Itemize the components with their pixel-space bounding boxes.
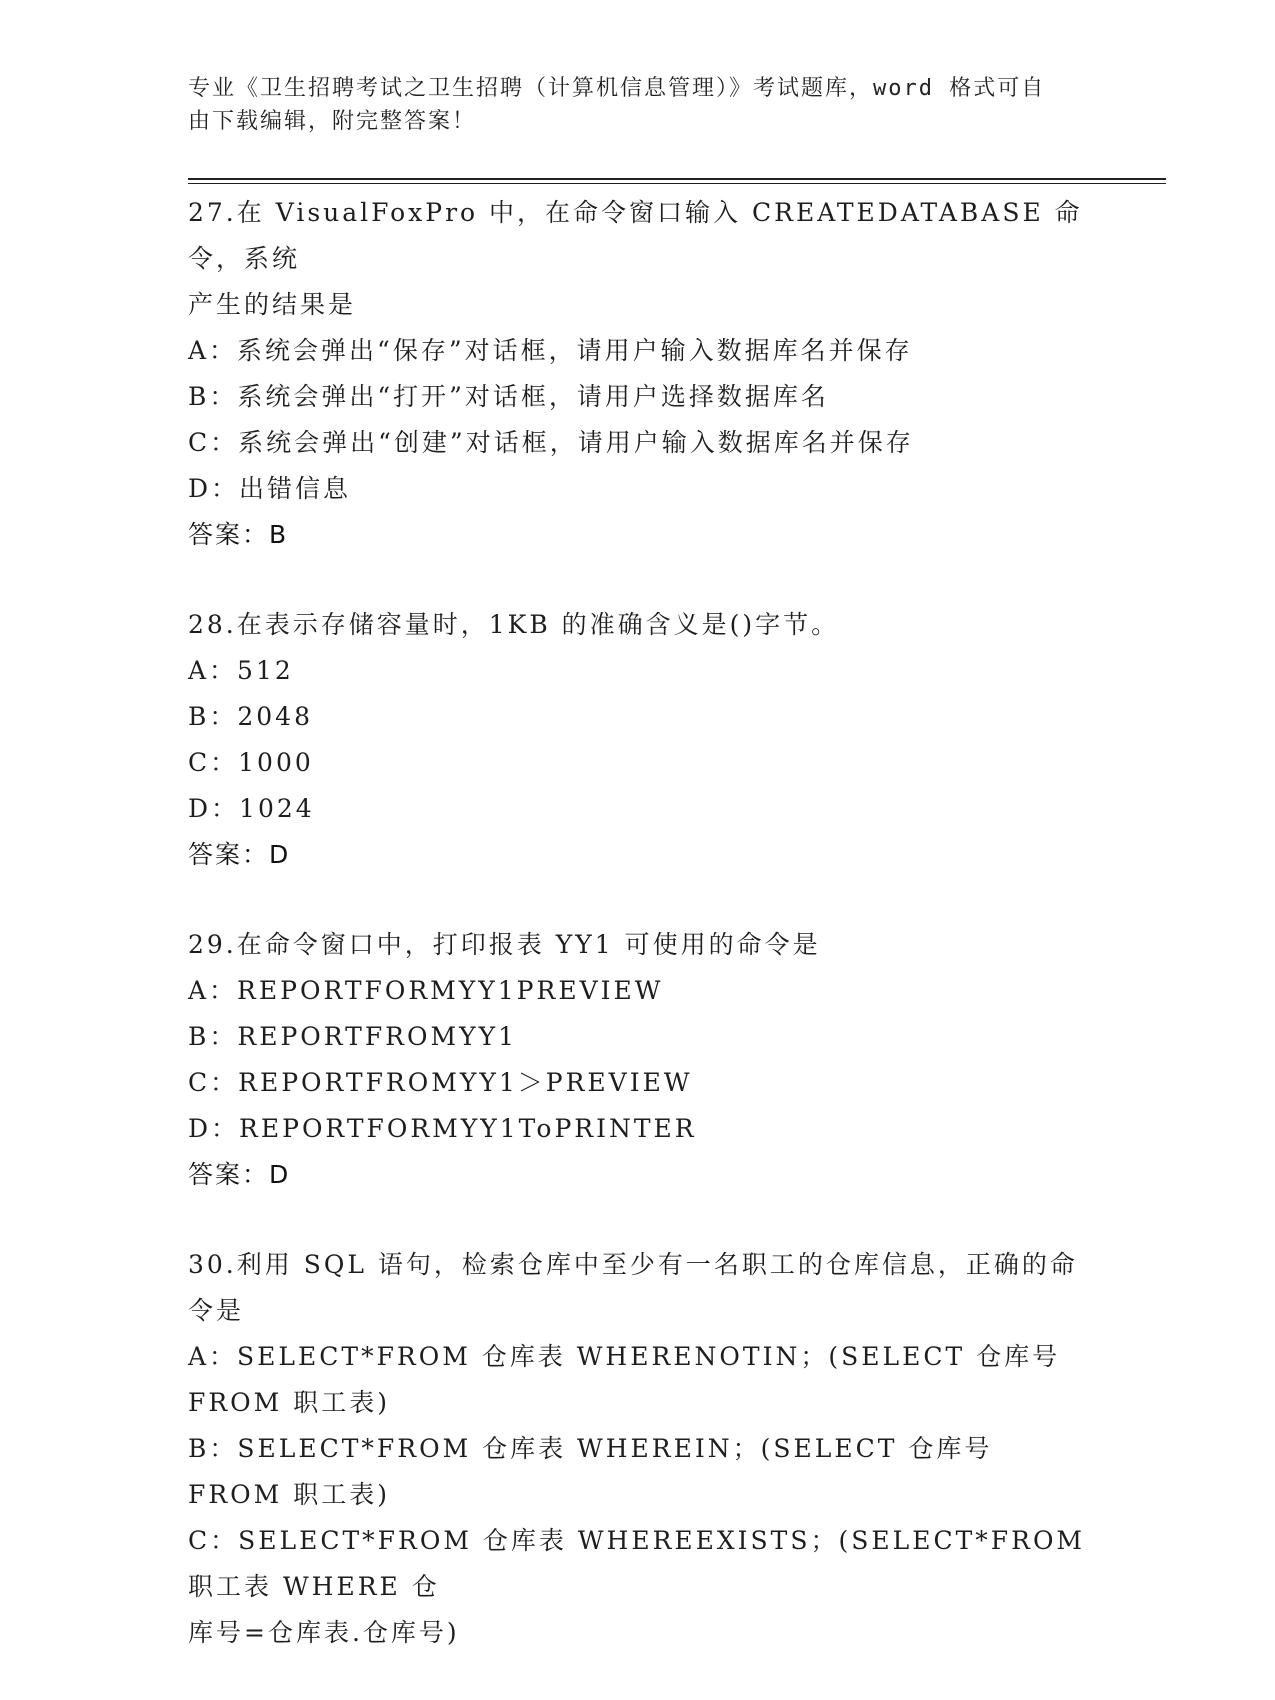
question-stem: 27.在 VisualFoxPro 中，在命令窗口输入 CREATEDATABASE 命令，系统 (188, 198, 1083, 273)
option-b: B：系统会弹出“打开”对话框，请用户选择数据库名 (188, 382, 829, 411)
option-b: B：2048 (188, 702, 313, 731)
question-list (188, 190, 1096, 1700)
document-header (188, 72, 1088, 138)
option-c-continued: 库号=仓库表.仓库号) (188, 1618, 460, 1647)
answer-key: 答案：D (188, 840, 291, 869)
option-c: C：SELECT*FROM 仓库表 WHEREEXISTS；(SELECT*FROM 职工表 WHERE 仓 (188, 1526, 1096, 1601)
question-27 (188, 190, 1088, 558)
option-a: A：512 (188, 656, 294, 685)
option-d: D：出错信息 (188, 474, 352, 503)
question-28 (188, 602, 1088, 878)
answer-key: 答案：B (188, 520, 289, 549)
option-b: B：REPORTFROMYY1 (188, 1022, 517, 1051)
header-line-2: 由下载编辑，附完整答案！ (188, 109, 477, 134)
header-divider-thick (188, 178, 1166, 180)
question-stem: 28.在表示存储容量时，1KB 的准确含义是()字节。 (188, 610, 840, 639)
question-stem-continued: 令是 (188, 1296, 245, 1325)
option-b: B：SELECT*FROM 仓库表 WHEREIN；(SELECT 仓库号 FROM 职工表) (188, 1434, 1004, 1509)
question-stem: 29.在命令窗口中，打印报表 YY1 可使用的命令是 (188, 930, 821, 959)
question-29 (188, 922, 1088, 1198)
option-a: A：SELECT*FROM 仓库表 WHERENOTIN；(SELECT 仓库号 FROM 职工表) (188, 1342, 1072, 1417)
question-30 (188, 1242, 1096, 1656)
header-divider-thin (188, 183, 1166, 184)
option-a: A：系统会弹出“保存”对话框，请用户输入数据库名并保存 (188, 336, 913, 365)
option-c: C：1000 (188, 748, 314, 777)
option-c: C：系统会弹出“创建”对话框，请用户输入数据库名并保存 (188, 428, 914, 457)
question-stem-continued: 产生的结果是 (188, 290, 357, 319)
option-d: D：REPORTFORMYY1ToPRINTER (188, 1114, 697, 1143)
question-stem: 30.利用 SQL 语句，检索仓库中至少有一名职工的仓库信息，正确的命 (188, 1250, 1078, 1279)
answer-key: 答案：D (188, 1160, 291, 1189)
header-line-1: 专业《卫生招聘考试之卫生招聘（计算机信息管理）》考试题库，word 格式可自 (188, 76, 1046, 101)
option-c: C：REPORTFROMYY1＞PREVIEW (188, 1068, 693, 1097)
option-d: D：1024 (188, 794, 315, 823)
option-a: A：REPORTFORMYY1PREVIEW (188, 976, 664, 1005)
